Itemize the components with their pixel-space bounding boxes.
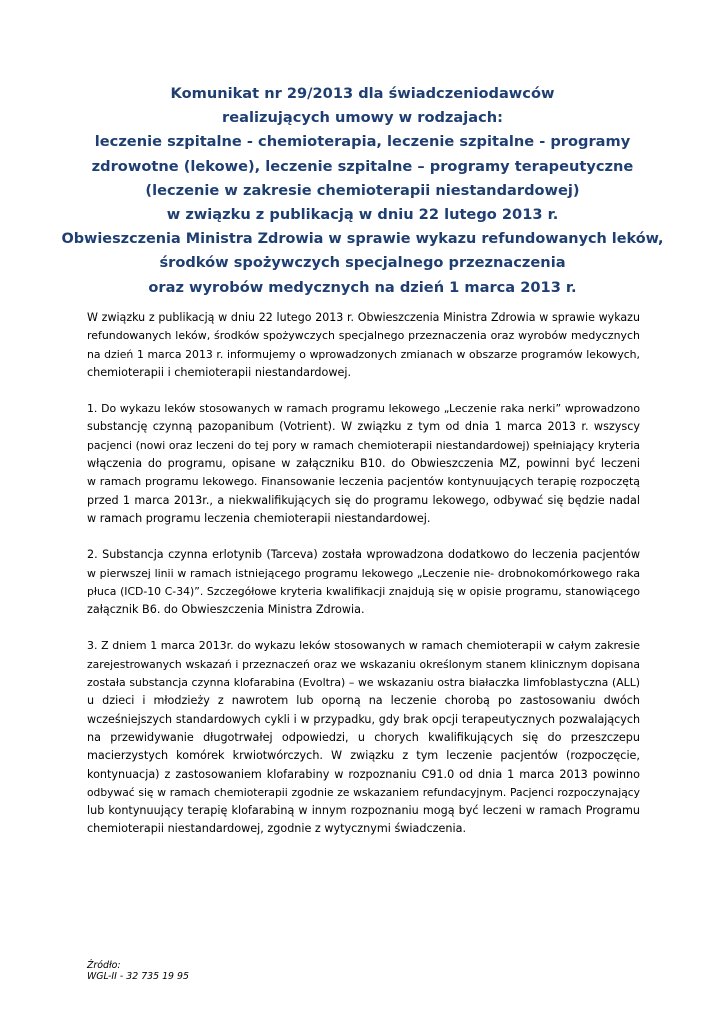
paragraph-line: wcześniejszych standardowych cykli i w przypadku, gdy brak opcji terapeutycznych pozwalających: [87, 712, 640, 726]
title-line: leczenie szpitalne - chemioterapia, leczenie szpitalne - programy: [94, 133, 631, 151]
paragraph-line: kontynuacja) z zastosowaniem klofarabiny w rozpoznaniu C91.0 od dnia 1 marca 2013 powinno: [87, 767, 640, 781]
paragraph-line: na przewidywanie długotrwałej odpowiedzi, u chorych kwalifikujących się do przeszczepu: [87, 730, 640, 744]
paragraph-line: 2. Substancja czynna erlotynib (Tarceva) została wprowadzona dodatkowo do leczenia pacjentów: [87, 548, 640, 562]
paragraph-line: macierzystych komórek krwiotwórczych. W związku z tym leczenie pacjentów (rozpoczęcie,: [87, 749, 640, 763]
paragraph-line: w pierwszej linii w ramach istniejącego programu lekowego „Leczenie nie- drobnokomórkowego raka: [87, 566, 640, 580]
paragraph-line: W związku z publikacją w dniu 22 lutego 2013 r. Obwieszczenia Ministra Zdrowia w sprawie wykazu: [87, 311, 640, 324]
paragraph-line: pacjenci (nowi oraz leczeni do tej pory w ramach chemioterapii niestandardowej) spełniający kryteria: [87, 438, 640, 452]
title-line: w związku z publikacją w dniu 22 lutego 2013 r.: [166, 206, 559, 224]
paragraph-line: załącznik B6. do Obwieszczenia Ministra Zdrowia.: [87, 603, 365, 617]
source-footer: [87, 960, 189, 982]
paragraph-line: 1. Do wykazu leków stosowanych w ramach programu lekowego „Leczenie raka nerki” wprowadzono: [87, 402, 640, 416]
paragraph-line: płuca (ICD-10 C-34)”. Szczegółowe kryteria kwalifikacji znajdują się w opisie programu, stanowiącego: [87, 584, 640, 598]
announcement-title: [60, 82, 665, 300]
title-line: (leczenie w zakresie chemioterapii niestandardowej): [145, 181, 580, 199]
paragraph-line: w ramach programu lekowego. Finansowanie leczenia pacjentów kontynuujących terapię rozpoczętą: [87, 475, 640, 489]
paragraph-line: 3. Z dniem 1 marca 2013r. do wykazu leków stosowanych w ramach chemioterapii w całym zakresie: [87, 639, 640, 653]
point-1-paragraph: [87, 400, 640, 528]
title-line: środków spożywczych specjalnego przeznaczenia: [159, 254, 566, 272]
paragraph-line: chemioterapii i chemioterapii niestandardowej.: [87, 365, 352, 379]
announcement-body: [87, 309, 640, 857]
paragraph-line: włączenia do programu, opisane w załączniku B10. do Obwieszczenia MZ, powinni być leczeni: [87, 457, 640, 471]
title-line: Obwieszczenia Ministra Zdrowia w sprawie wykazu refundowanych leków,: [61, 231, 664, 248]
paragraph-line: przed 1 marca 2013r., a niekwalifikujących się do programu lekowego, odbywać się będzie nadal: [87, 493, 640, 507]
paragraph-line: u dzieci i młodzieży z nawrotem lub oporną na leczenie chorobą po zastosowaniu dwóch: [87, 694, 640, 708]
title-line: oraz wyrobów medycznych na dzień 1 marca 2013 r.: [148, 278, 577, 296]
paragraph-line: refundowanych leków, środków spożywczych specjalnego przeznaczenia oraz wyrobów medycznych: [87, 329, 640, 343]
paragraph-line: chemioterapii niestandardowej, zgodnie z wytycznymi świadczenia.: [87, 822, 466, 836]
paragraph-line: zarejestrowanych wskazań i przeznaczeń oraz we wskazaniu określonym stanem klinicznym dopisana: [87, 657, 640, 671]
title-line: zdrowotne (lekowe), leczenie szpitalne – programy terapeutyczne: [91, 157, 634, 175]
source-contact: WGL-II - 32 735 19 95: [87, 971, 189, 983]
paragraph-line: substancję czynną pazopanibum (Votrient). W związku z tym od dnia 1 marca 2013 r. wszyscy: [87, 420, 640, 434]
paragraph-line: została substancja czynna klofarabina (Evoltra) – we wskazaniu ostra białaczka limfoblastyczna (ALL): [87, 676, 640, 690]
point-3-paragraph: [87, 637, 640, 838]
paragraph-line: na dzień 1 marca 2013 r. informujemy o wprowadzonych zmianach w obszarze programów lekowych,: [87, 347, 640, 361]
paragraph-line: w ramach programu leczenia chemioterapii niestandardowej.: [87, 511, 431, 525]
intro-paragraph: [87, 309, 640, 382]
title-line: Komunikat nr 29/2013 dla świadczeniodawców: [170, 85, 555, 102]
title-line: realizujących umowy w rodzajach:: [222, 109, 503, 127]
paragraph-line: lub kontynuujący terapię klofarabiną w innym rozpoznaniu mogą być leczeni w ramach Programu: [87, 804, 640, 818]
point-2-paragraph: [87, 546, 640, 619]
source-label: Źródło:: [87, 960, 121, 971]
paragraph-line: odbywać się w ramach chemioterapii zgodnie ze wskazaniem refundacyjnym. Pacjenci rozpoczynający: [87, 785, 640, 799]
